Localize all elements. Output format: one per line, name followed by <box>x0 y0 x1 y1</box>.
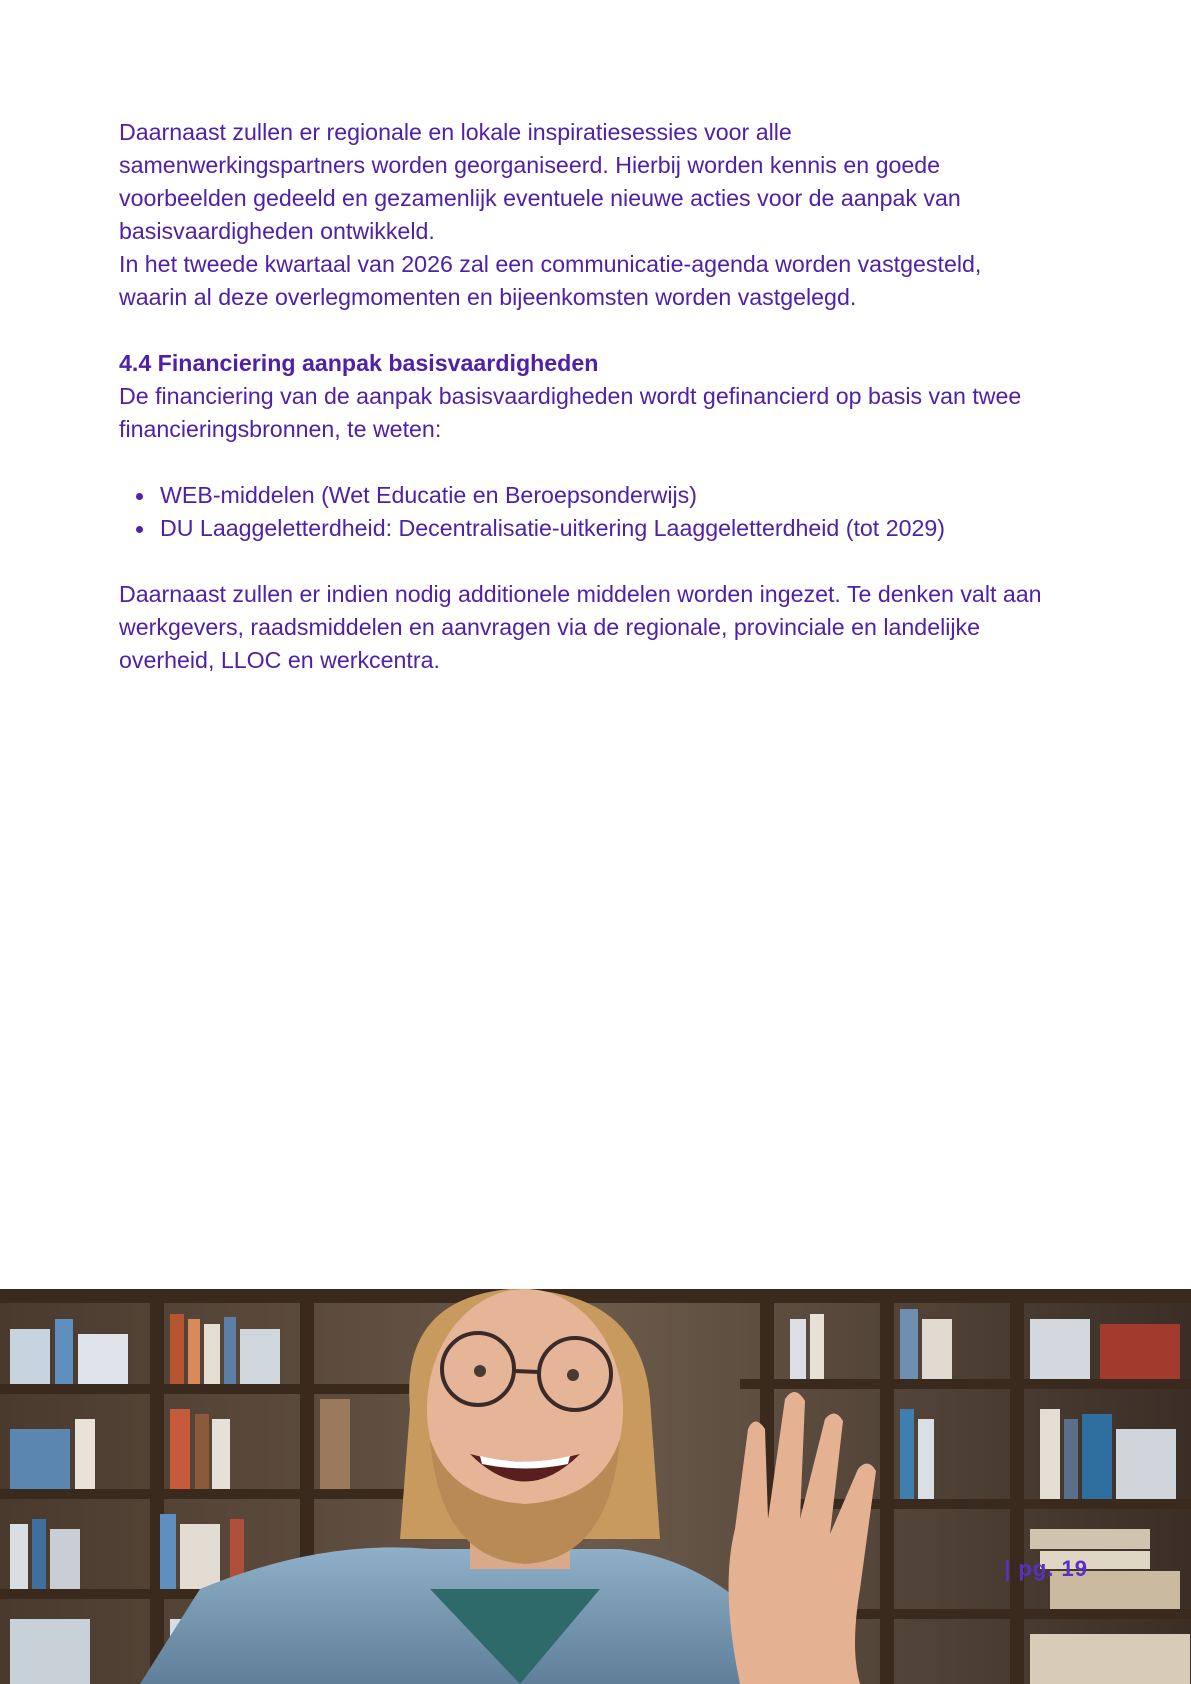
paragraph-communication-agenda <box>119 248 1079 314</box>
text-line: werkgevers, raadsmiddelen en aanvragen via de regionale, provinciale en landelijke <box>119 614 981 640</box>
paragraph-financing-intro <box>119 380 1079 446</box>
text-line: voorbeelden gedeeld en gezamenlijk eventuele nieuwe acties voor de aanpak van <box>119 185 961 211</box>
paragraph-inspiration-sessions <box>119 116 1079 248</box>
text-line: samenwerkingspartners worden georganiseerd. Hierbij worden kennis en goede <box>119 152 941 178</box>
text-line: In het tweede kwartaal van 2026 zal een communicatie-agenda worden vastgesteld, <box>119 251 982 277</box>
spacer <box>119 545 1079 578</box>
list-item: WEB-middelen (Wet Educatie en Beroepsonderwijs) <box>160 479 1079 512</box>
list-item: DU Laaggeletterdheid: Decentralisatie-uitkering Laaggeletterdheid (tot 2029) <box>160 512 1079 545</box>
page-number: | pg. 19 <box>1004 1556 1088 1581</box>
photo-illustration <box>0 1289 1191 1684</box>
financing-sources-list <box>119 479 1079 545</box>
text-line: Daarnaast zullen er regionale en lokale inspiratiesessies voor alle <box>119 119 792 145</box>
paragraph-additional-means <box>119 578 1079 677</box>
text-line: basisvaardigheden ontwikkeld. <box>119 218 435 244</box>
text-line: waarin al deze overlegmomenten en bijeenkomsten worden vastgelegd. <box>119 284 857 310</box>
section-heading: 4.4 Financiering aanpak basisvaardigheden <box>119 350 599 376</box>
text-line: overheid, LLOC en werkcentra. <box>119 647 440 673</box>
footer-photo <box>0 1289 1191 1684</box>
page-content <box>119 116 1079 677</box>
text-line: Daarnaast zullen er indien nodig additionele middelen worden ingezet. Te denken valt aan <box>119 581 1042 607</box>
spacer <box>119 314 1079 347</box>
text-line: De financiering van de aanpak basisvaardigheden wordt gefinancierd op basis van twee <box>119 383 1022 409</box>
text-line: financieringsbronnen, te weten: <box>119 416 442 442</box>
spacer <box>119 446 1079 479</box>
